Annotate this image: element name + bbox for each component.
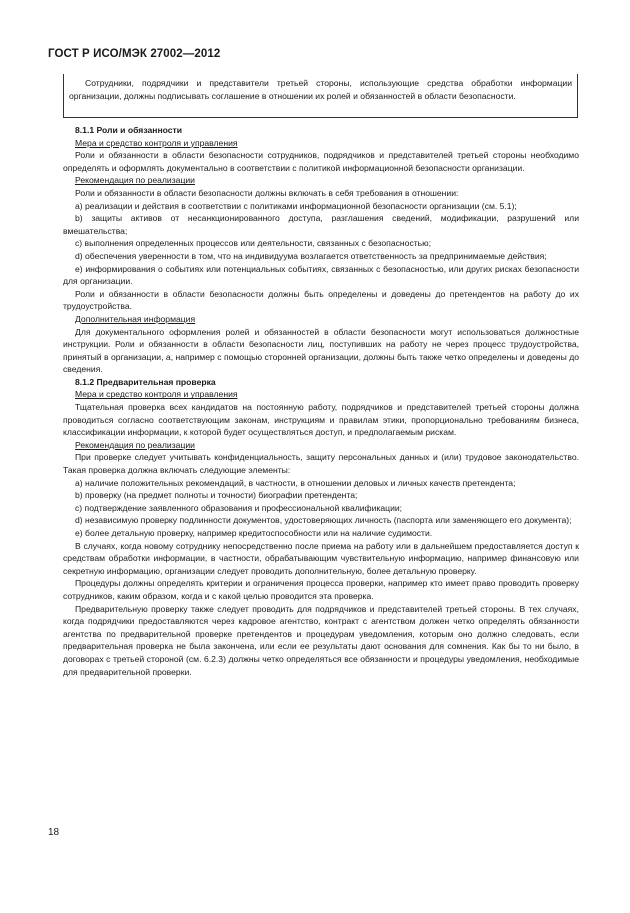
paragraph: d) независимую проверку подлинности документов, удостоверяющих личность (паспорта или заменяющего его документа); [75, 515, 572, 526]
subsection-label: Дополнительная информация [75, 313, 196, 324]
subsection-label: Рекомендация по реализации [75, 439, 195, 450]
paragraph: Роли и обязанности в области безопасности должны быть определены и доведены до претендентов на работу до их трудоустройства. [63, 288, 579, 312]
paragraph: Для документального оформления ролей и обязанностей в области безопасности могут использоваться должностные инструкции. Роли и обязанности в области безопасности лиц, поступивших на работу не через процесс трудоустройства, принятый в организации, а, например с помощью сторонней организации, должны быть также четко определены и доведены до сведения. [63, 326, 579, 375]
paragraph: e) информирования о событиях или потенциальных событиях, связанных с безопасностью, или других рисках безопасности для организации. [63, 263, 579, 287]
document-header: ГОСТ Р ИСО/МЭК 27002—2012 [48, 48, 221, 60]
document-body [63, 124, 579, 678]
paragraph: Процедуры должны определять критерии и ограничения процесса проверки, например кто имеет право проводить проверку сотрудников, каким образом, когда и с какой целью проводится эта проверка. [63, 578, 579, 601]
paragraph: Роли и обязанности в области безопасности сотрудников, подрядчиков и представителей третьей стороны необходимо определять и оформлять документально в соответствии с политикой информационной безопасности организации. [63, 150, 579, 173]
subsection-label: Мера и средство контроля и управления [75, 137, 238, 148]
section-heading: 8.1.1 Роли и обязанности [75, 125, 183, 135]
boxed-note [63, 74, 578, 118]
subsection-label: Рекомендация по реализации [75, 175, 195, 186]
paragraph: c) подтверждение заявленного образования и профессиональной квалификации; [75, 502, 403, 513]
paragraph: Предварительную проверку также следует проводить для подрядчиков и представителей третьей стороны. В тех случаях, когда подрядчики предоставляются через кадровое агентство, контракт с агентством должен четко определять обязанности агентства по предварительной проверке претендентов и процедурам уведомления, которым оно должно следовать, если предварительная проверка не была закончена, или если ее результаты дают основания для сомнения. Как бы то ни было, в договорах с третьей стороной (см. 6.2.3) должны четко определяться все обязанности и процедуры уведомления, необходимые для предварительной проверки. [63, 603, 579, 677]
paragraph: d) обеспечения уверенности в том, что на индивидуума возлагается ответственность за предпринимаемые действия; [75, 250, 547, 261]
subsection-label: Мера и средство контроля и управления [75, 389, 238, 400]
page-number: 18 [48, 827, 60, 838]
paragraph: e) более детальную проверку, например кредитоспособности или на наличие судимости. [75, 528, 433, 538]
section-heading: 8.1.2 Предварительная проверка [75, 376, 216, 387]
paragraph: Тщательная проверка всех кандидатов на постоянную работу, подрядчиков и представителей третьей стороны должна проводиться согласно соответствующим законам, инструкциям и правилам этики, пропорционально требованиям бизнеса, классификации информации, к которой будет осуществляться доступ, и предполагаемым рискам. [63, 402, 579, 438]
boxed-note-text: Сотрудники, подрядчики и представители третьей стороны, использующие средства обработки информации организации, должны подписывать соглашение в отношении их ролей и обязанностей в области безопасности. [69, 78, 572, 101]
paragraph: b) проверку (на предмет полноты и точности) биографии претендента; [75, 490, 358, 501]
paragraph: В случаях, когда новому сотруднику непосредственно после приема на работу или в дальнейшем предоставляется доступ к средствам обработки информации, в частности, обрабатывающим чувствительную информацию, например финансовую или секретную информацию, организации следует проводить дополнительную, более детальную проверку. [63, 540, 579, 576]
paragraph: a) наличие положительных рекомендаций, в частности, в отношении деловых и личных качеств претендента; [75, 477, 516, 488]
paragraph: При проверке следует учитывать конфиденциальность, защиту персональных данных и (или) трудовое законодательство. Такая проверка должна включать следующие элементы: [63, 452, 579, 476]
paragraph: a) реализации и действия в соответствии с политиками информационной безопасности организации (см. 5.1); [75, 200, 517, 211]
paragraph: Роли и обязанности в области безопасности должны включать в себя требования в отношении: [75, 187, 459, 198]
paragraph: b) защиты активов от несанкционированного доступа, разглашения сведений, модификации, разрушений или вмешательства; [63, 213, 579, 236]
paragraph: c) выполнения определенных процессов или деятельности, связанных с безопасностью; [75, 238, 431, 249]
